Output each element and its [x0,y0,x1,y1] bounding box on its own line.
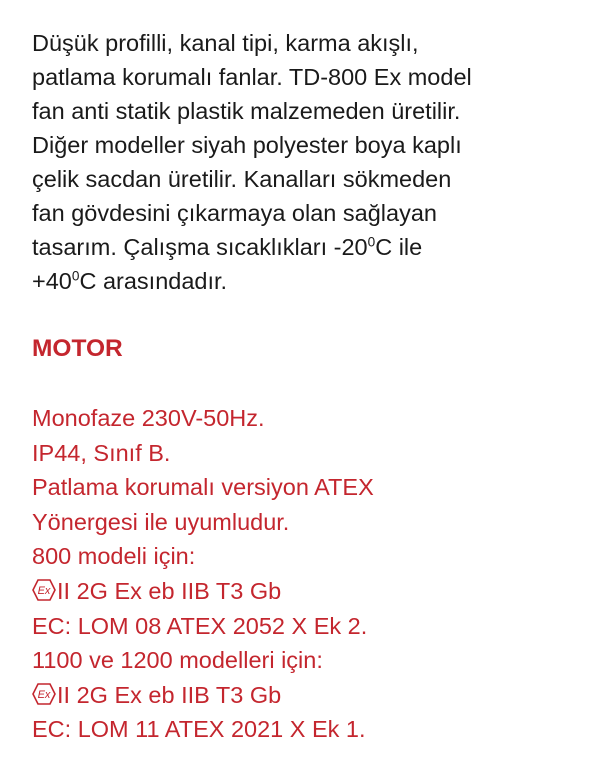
temperature-text: tasarım. Çalışma sıcaklıkları -20 [32,234,368,260]
description-line: çelik sacdan üretilir. Kanalları sökmeden [32,166,452,192]
motor-spec-line: 1100 ve 1200 modelleri için: [32,647,323,674]
ex-symbol-text: Ex [37,688,51,701]
description-line: fan anti statik plastik malzemeden üretilir. [32,98,461,124]
description-line: Diğer modeller siyah polyester boya kaplı [32,132,462,158]
motor-spec-line: Yönergesi ile uyumludur. [32,508,290,535]
atex-marking-text: II 2G Ex eb IIB T3 Gb [57,577,282,604]
atex-marking-text: II 2G Ex eb IIB T3 Gb [57,681,282,708]
atex-marking-line [32,678,592,713]
degree-superscript: 0 [367,234,376,250]
atex-marking-line [32,574,592,609]
motor-spec-line: IP44, Sınıf B. [32,439,171,466]
ex-symbol-text: Ex [37,584,51,597]
motor-spec-line: EC: LOM 08 ATEX 2052 X Ek 2. [32,612,368,639]
description-line-temperature-2 [32,264,592,298]
temperature-unit-text: C arasındadır. [79,268,228,294]
degree-superscript: 0 [71,268,80,284]
description-line: Düşük profilli, kanal tipi, karma akışlı, [32,30,419,56]
document-page [32,26,592,747]
motor-spec-line: Monofaze 230V-50Hz. [32,405,265,431]
product-description [32,26,592,298]
motor-spec-line: Patlama korumalı versiyon ATEX [32,474,374,501]
ex-hexagon-icon [32,578,56,602]
motor-heading: MOTOR [32,335,123,362]
description-line: fan gövdesini çıkarmaya olan sağlayan [32,200,437,226]
temperature-text: +40 [32,268,72,294]
description-line-temperature [32,230,592,264]
ex-hexagon-icon [32,682,56,706]
motor-spec-line: 800 modeli için: [32,543,196,570]
motor-spec-line: EC: LOM 11 ATEX 2021 X Ek 1. [32,716,366,743]
description-line: patlama korumalı fanlar. TD-800 Ex model [32,64,472,90]
temperature-unit-text: C ile [375,234,423,260]
motor-specs [32,401,592,747]
